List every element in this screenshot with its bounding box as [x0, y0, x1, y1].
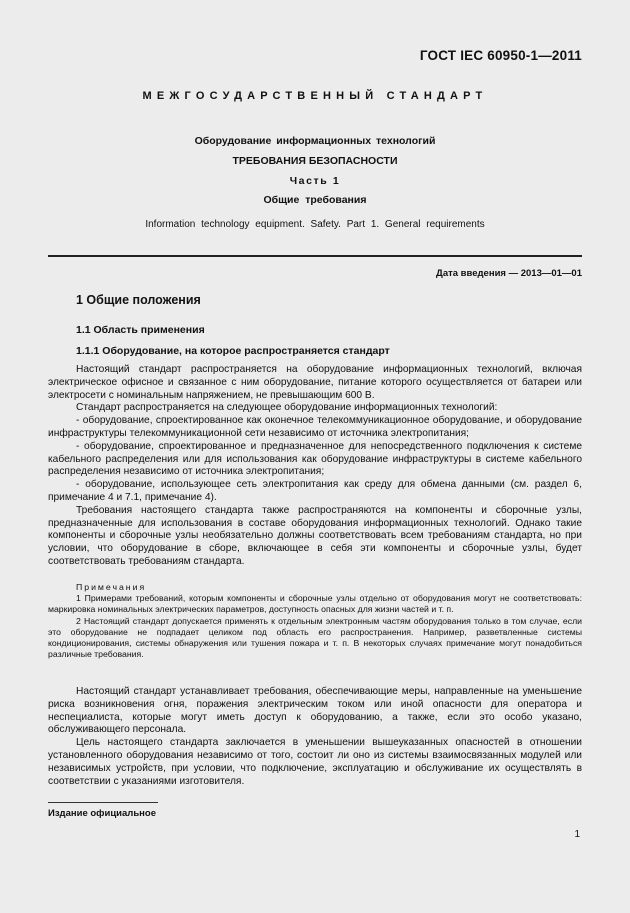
notes-heading: Примечания [76, 582, 147, 592]
paragraph: - оборудование, спроектированное и предназначенное для непосредственного подключения к системе кабельного распределения или для использования как оборудование инфраструктуры в системе кабельного распределения независимо от источника электропитания; [48, 440, 582, 478]
paragraph: - оборудование, спроектированное как оконечное телекоммуникационное оборудование, и оборудование инфраструктуры телекоммуникационной сети независимо от источника электропитания; [48, 415, 582, 439]
paragraph: Цель настоящего стандарта заключается в уменьшении вышеуказанных опасностей в отношении установленного оборудования независимо от того, состоит ли оно из системы взаимосвязанных модулей или независимых устройств, при условии, что подключение, эксплуатацию и обслуживание их осуществлять в соответствии с указаниями изготовителя. [48, 737, 582, 787]
note-item: 1 Примерами требований, которым компоненты и сборочные узлы отдельно от оборудования могут не соответствовать: маркировка номинальных электрических параметров, доступность опасных для жизни частей и т. п. [48, 593, 582, 615]
section-heading-1-1-1: 1.1.1 Оборудование, на которое распространяется стандарт [76, 345, 390, 357]
notes-block [48, 582, 582, 660]
title-line-1: Оборудование информационных технологий [194, 135, 436, 147]
paragraph: Настоящий стандарт устанавливает требования, обеспечивающие меры, направленные на уменьшение риска возникновения огня, поражения электрическим током или иной опасности для оператора и неспециалиста, которые могут иметь доступ к оборудованию, а также, если это особо указано, обслуживающего персонала. [48, 686, 582, 736]
title-divider [48, 255, 582, 257]
footnote-divider [48, 802, 158, 803]
official-edition-label: Издание официальное [48, 808, 156, 819]
page-number: 1 [574, 829, 580, 840]
body-text-block-2 [48, 686, 582, 788]
paragraph: Требования настоящего стандарта также распространяются на компоненты и сборочные узлы, предназначенные для использования в составе оборудования информационных технологий. Однако такие компоненты и сборочные узлы необязательно должны соответствовать всем требованиям стандарта, но при условии, что оборудование в сборе, включающее в себя эти компоненты и сборочные узлы, будет соответствовать требованиям стандарта. [48, 504, 582, 567]
part-label: Часть 1 [289, 175, 341, 187]
standard-code: ГОСТ IEC 60950-1—2011 [419, 48, 582, 63]
paragraph: Настоящий стандарт распространяется на оборудование информационных технологий, включая электрическое офисное и связанное с ним оборудование, питание которого осуществляется от батареи или электросети с номинальным напряжением, не превышающим 600 В. [48, 364, 582, 401]
title-line-2: ТРЕБОВАНИЯ БЕЗОПАСНОСТИ [232, 155, 398, 167]
interstate-standard-label: МЕЖГОСУДАРСТВЕННЫЙ СТАНДАРТ [142, 90, 488, 102]
section-heading-1-1: 1.1 Область применения [76, 324, 205, 336]
paragraph: Стандарт распространяется на следующее оборудование информационных технологий: [76, 402, 498, 414]
section-heading-1: 1 Общие положения [76, 293, 201, 307]
paragraph: - оборудование, использующее сеть электропитания как среду для обмена данными (см. раздел 6, примечание 4 и 7.1, примечание 4). [48, 479, 582, 503]
body-text-block-1 [48, 364, 582, 569]
note-item: 2 Настоящий стандарт допускается применять к отдельным электронным частям оборудования только в том случае, если это оборудование не подпадает целиком под область его распространения. Например, разветвленные системы кондиционирования, системы обнаружения или тушения пожара и т. п. В некоторых случаях примечание могут понадобиться различные требования. [48, 615, 582, 660]
subtitle: Общие требования [263, 194, 367, 206]
introduction-date: Дата введения — 2013—01—01 [436, 268, 582, 279]
english-title: Information technology equipment. Safety. Part 1. General requirements [145, 219, 485, 230]
